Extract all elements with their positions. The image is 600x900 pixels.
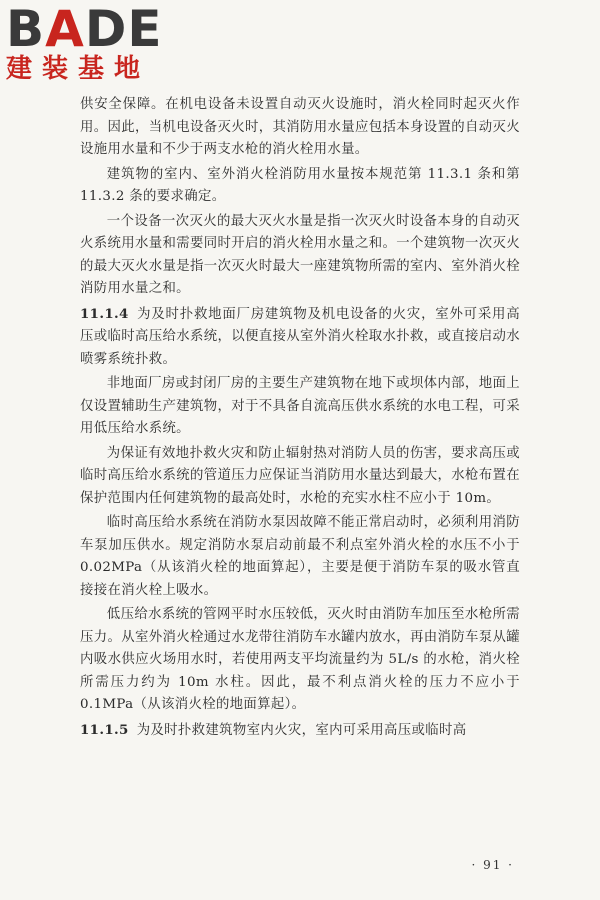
clause-11-1-5 xyxy=(80,719,520,743)
paragraph: 低压给水系统的管网平时水压较低，灭火时由消防车加压至水枪所需压力。从室外消火栓通过水龙带往消防车水罐内放水，再由消防车泵从罐内吸水供应火场用水时，若使用两支平均流量约为 5L/s 的水枪，消火栓所需压力约为 10m 水柱。因此，最不利点消火栓的压力不应小于 0.1MPa（从该消火栓的地面算起）。 xyxy=(80,607,520,712)
page-body xyxy=(80,94,520,742)
page-number: · 91 · xyxy=(471,858,514,872)
logo-subtitle: 建装基地 xyxy=(6,54,151,84)
clause-text: 为及时扑救地面厂房建筑物及机电设备的火灾，室外可采用高压或临时高压给水系统，以便直接从室外消火栓取水扑救，或直接启动水喷雾系统扑救。 xyxy=(80,306,520,367)
paragraph: 供安全保障。在机电设备未设置自动灭火设施时，消火栓同时起灭火作用。因此，当机电设备灭火时，其消防用水量应包括本身设置的自动灭火设施用水量和不少于两支水枪的消火栓用水量。 xyxy=(80,97,520,157)
clause-number: 11.1.4 xyxy=(80,305,129,322)
clause-text: 为及时扑救建筑物室内火灾，室内可采用高压或临时高 xyxy=(136,722,467,738)
paragraph: 非地面厂房或封闭厂房的主要生产建筑物在地下或坝体内部，地面上仅设置辅助生产建筑物，对于不具备自流高压供水系统的水电工程，可采用低压给水系统。 xyxy=(80,376,520,436)
paragraph: 临时高压给水系统在消防水泵因故障不能正常启动时，必须利用消防车泵加压供水。规定消防水泵启动前最不利点室外消火栓的水压不小于 0.02MPa（从该消火栓的地面算起），主要是便于消防车泵的吸水管直接接在消火栓上吸水。 xyxy=(80,515,520,598)
bade-logo xyxy=(6,0,186,84)
clause-11-1-4 xyxy=(80,303,520,372)
paragraph: 为保证有效地扑救火灾和防止辐射热对消防人员的伤害，要求高压或临时高压给水系统的管道压力应保证当消防用水量达到最大，水枪布置在保护范围内任何建筑物的最高处时，水枪的充实水柱不应小于 10m。 xyxy=(80,445,520,506)
paragraph: 一个设备一次灭火的最大灭火水量是指一次灭火时设备本身的自动灭火系统用水量和需要同时开启的消火栓用水量之和。一个建筑物一次灭火的最大灭火水量是指一次灭火时最大一座建筑物所需的室内、室外消火栓消防用水量之和。 xyxy=(80,213,520,296)
logo-wordmark: BADE xyxy=(6,0,163,58)
paragraph: 建筑物的室内、室外消火栓消防用水量按本规范第 11.3.1 条和第 11.3.2 条的要求确定。 xyxy=(80,166,520,204)
clause-number: 11.1.5 xyxy=(80,721,129,738)
